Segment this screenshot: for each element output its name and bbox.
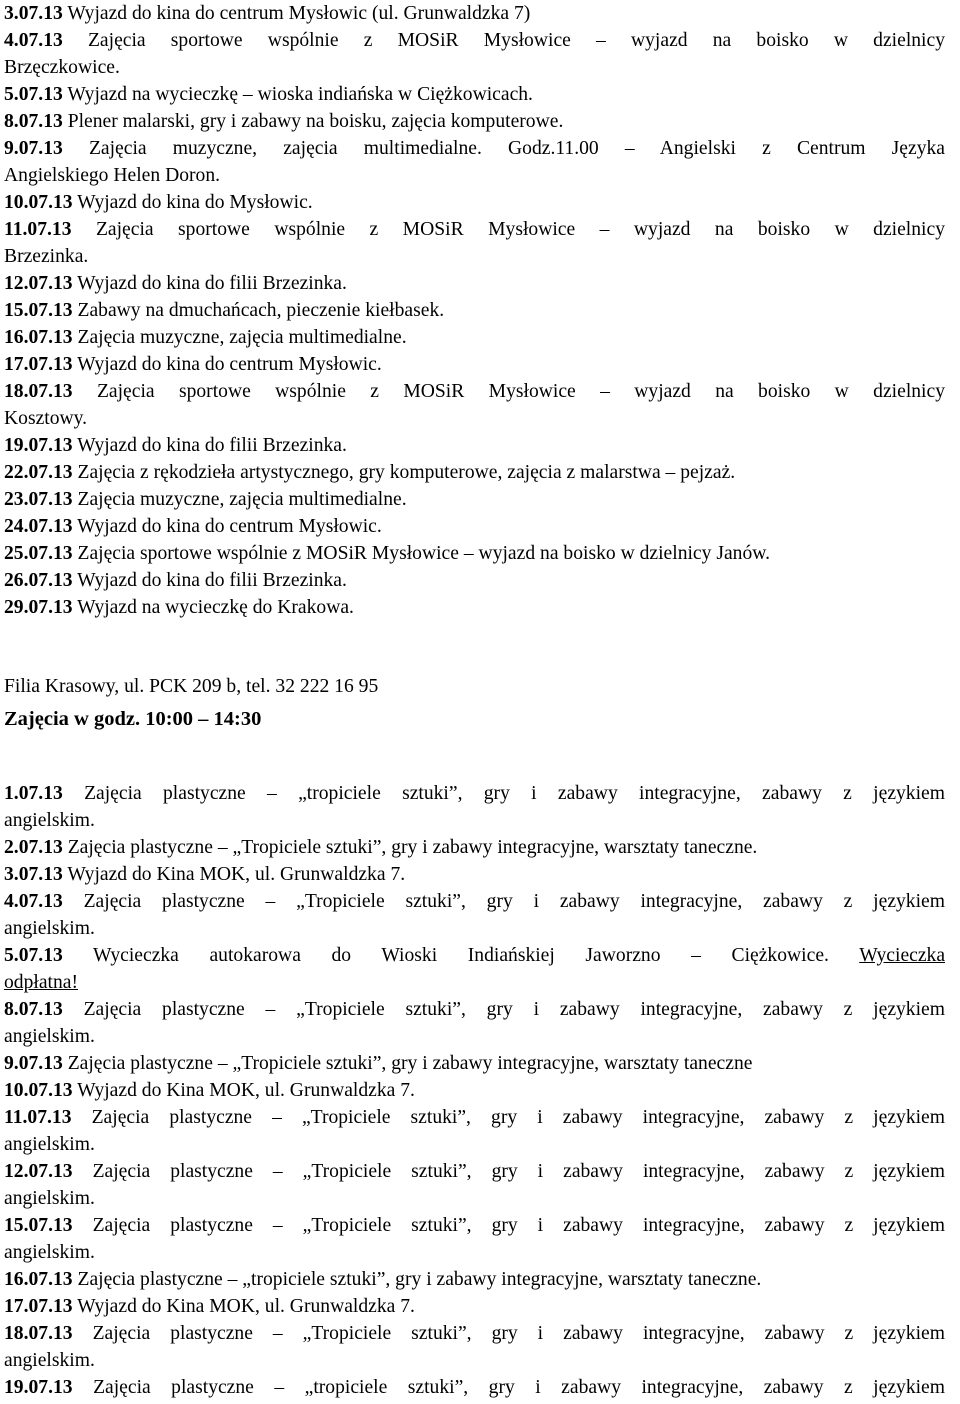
schedule-entry [4, 432, 945, 459]
entry-date: 3.07.13 [4, 864, 63, 885]
entry-text: Wyjazd do kina do centrum Mysłowic (ul. Grunwaldzka 7) [67, 3, 531, 24]
entry-text: Zabawy na dmuchańcach, pieczenie kiełbasek. [77, 300, 445, 321]
entry-text: Zajęcia plastyczne – „Tropiciele sztuki”, gry i zabawy integracyjne, zabawy z językiem [83, 999, 945, 1020]
entry-date: 17.07.13 [4, 1296, 73, 1317]
entry-date: 9.07.13 [4, 138, 63, 159]
entry-text: Wyjazd do kina do centrum Mysłowic. [77, 354, 382, 375]
branch-address: Filia Krasowy, ul. PCK 209 b, tel. 32 222 16 95 [4, 676, 379, 697]
schedule-entry [4, 861, 945, 888]
entry-text: Zajęcia z rękodzieła artystycznego, gry komputerowe, zajęcia z malarstwa – pejzaż. [77, 462, 736, 483]
entry-date: 4.07.13 [4, 891, 63, 912]
entry-text: Zajęcia plastyczne – „Tropiciele sztuki”, gry i zabawy integracyjne, zabawy z językiem [92, 1215, 945, 1236]
entry-text: Wyjazd na wycieczkę do Krakowa. [77, 597, 354, 618]
entry-date: 19.07.13 [4, 435, 73, 456]
schedule-entry [4, 216, 945, 243]
entry-text: Zajęcia plastyczne – „tropiciele sztuki”, gry i zabawy integracyjne, warsztaty taneczne. [77, 1269, 762, 1290]
entry-text: Zajęcia plastyczne – „Tropiciele sztuki”, gry i zabawy integracyjne, warsztaty taneczne [67, 1053, 753, 1074]
entry-text: Wyjazd na wycieczkę – wioska indiańska w Ciężkowicach. [67, 84, 533, 105]
entry-text: Wyjazd do Kina MOK, ul. Grunwaldzka 7. [77, 1080, 415, 1101]
entry-text: Zajęcia plastyczne – „Tropiciele sztuki”, gry i zabawy integracyjne, zabawy z językiem [91, 1107, 945, 1128]
entry-continuation: angielskim. [4, 918, 95, 939]
paid-trip-note: Wycieczka [859, 945, 946, 966]
entry-date: 25.07.13 [4, 543, 73, 564]
schedule-entry [4, 297, 945, 324]
schedule-entry [4, 189, 945, 216]
schedule-entry [4, 459, 945, 486]
schedule-entry [4, 1158, 945, 1185]
schedule-entry [4, 324, 945, 351]
schedule-entry [4, 942, 945, 969]
entry-date: 3.07.13 [4, 3, 63, 24]
entry-date: 26.07.13 [4, 570, 73, 591]
entry-continuation: angielskim. [4, 1242, 95, 1263]
branch-info-section [4, 672, 945, 736]
entry-text: Wyjazd do kina do filii Brzezinka. [77, 273, 347, 294]
entry-date: 5.07.13 [4, 84, 63, 105]
entry-date: 16.07.13 [4, 327, 73, 348]
entry-continuation: angielskim. [4, 1188, 95, 1209]
entry-date: 18.07.13 [4, 1323, 73, 1344]
schedule-entry [4, 888, 945, 915]
entry-continuation: Brzezinka. [4, 246, 89, 267]
entry-date: 4.07.13 [4, 30, 63, 51]
schedule-entry [4, 1266, 945, 1293]
entry-date: 9.07.13 [4, 1053, 63, 1074]
entry-text: Zajęcia plastyczne – „Tropiciele sztuki”, gry i zabawy integracyjne, zabawy z językiem [92, 1323, 945, 1344]
schedule-entry [4, 486, 945, 513]
entry-date: 1.07.13 [4, 783, 63, 804]
schedule-list-lower [4, 780, 945, 1401]
entry-continuation: angielskim. [4, 1134, 95, 1155]
schedule-entry [4, 27, 945, 54]
entry-date: 17.07.13 [4, 354, 73, 375]
schedule-entry [4, 81, 945, 108]
entry-text: Zajęcia plastyczne – „Tropiciele sztuki”, gry i zabawy integracyjne, zabawy z językiem [92, 1161, 945, 1182]
entry-text: Wyjazd do Kina MOK, ul. Grunwaldzka 7. [67, 864, 406, 885]
entry-continuation: angielskim. [4, 810, 95, 831]
entry-text: Zajęcia muzyczne, zajęcia multimedialne. [77, 327, 407, 348]
schedule-entry [4, 108, 945, 135]
schedule-entry [4, 594, 945, 621]
entry-continuation: Angielskiego Helen Doron. [4, 165, 221, 186]
entry-date: 18.07.13 [4, 381, 73, 402]
entry-date: 24.07.13 [4, 516, 73, 537]
schedule-entry [4, 1050, 945, 1077]
entry-date: 8.07.13 [4, 999, 63, 1020]
entry-text: Wycieczka autokarowa do Wioski Indiańskiej Jaworzno – Ciężkowice. [93, 945, 829, 966]
entry-date: 16.07.13 [4, 1269, 73, 1290]
entry-date: 12.07.13 [4, 1161, 73, 1182]
entry-date: 8.07.13 [4, 111, 63, 132]
schedule-entry [4, 0, 945, 27]
entry-text: Wyjazd do kina do filii Brzezinka. [77, 435, 347, 456]
entry-text: Wyjazd do kina do Mysłowic. [77, 192, 313, 213]
entry-date: 10.07.13 [4, 192, 73, 213]
entry-date: 29.07.13 [4, 597, 73, 618]
entry-date: 15.07.13 [4, 300, 73, 321]
schedule-entry [4, 540, 945, 567]
entry-text: Zajęcia muzyczne, zajęcia multimedialne. [77, 489, 407, 510]
schedule-entry [4, 513, 945, 540]
entry-continuation [4, 969, 945, 996]
entry-text: Wyjazd do kina do centrum Mysłowic. [77, 516, 382, 537]
entry-text: Zajęcia sportowe wspólnie z MOSiR Mysłowice – wyjazd na boisko w dzielnicy [95, 219, 945, 240]
schedule-entry [4, 780, 945, 807]
entry-date: 15.07.13 [4, 1215, 73, 1236]
schedule-entry [4, 567, 945, 594]
entry-continuation: Brzęczkowice. [4, 57, 120, 78]
schedule-entry [4, 351, 945, 378]
schedule-entry [4, 1077, 945, 1104]
schedule-entry [4, 270, 945, 297]
schedule-entry [4, 378, 945, 405]
entry-date: 2.07.13 [4, 837, 63, 858]
entry-date: 22.07.13 [4, 462, 73, 483]
entry-date: 23.07.13 [4, 489, 73, 510]
entry-continuation: angielskim. [4, 1026, 95, 1047]
entry-text: Wyjazd do kina do filii Brzezinka. [77, 570, 347, 591]
schedule-entry [4, 1374, 945, 1401]
entry-text: Zajęcia sportowe wspólnie z MOSiR Mysłowice – wyjazd na boisko w dzielnicy Janów. [77, 543, 771, 564]
schedule-entry [4, 135, 945, 162]
entry-text: Plener malarski, gry i zabawy na boisku, zajęcia komputerowe. [67, 111, 564, 132]
schedule-entry [4, 1320, 945, 1347]
entry-continuation: Kosztowy. [4, 408, 88, 429]
entry-date: 10.07.13 [4, 1080, 73, 1101]
branch-hours-heading: Zajęcia w godz. 10:00 – 14:30 [4, 708, 262, 730]
entry-text: Wyjazd do Kina MOK, ul. Grunwaldzka 7. [77, 1296, 415, 1317]
entry-text: Zajęcia sportowe wspólnie z MOSiR Mysłowice – wyjazd na boisko w dzielnicy [96, 381, 945, 402]
schedule-entry [4, 834, 945, 861]
schedule-entry [4, 996, 945, 1023]
entry-text: Zajęcia plastyczne – „tropiciele sztuki”, gry i zabawy integracyjne, zabawy z językiem [84, 783, 945, 804]
entry-continuation: angielskim. [4, 1350, 95, 1371]
entry-date: 11.07.13 [4, 1107, 72, 1128]
entry-date: 11.07.13 [4, 219, 72, 240]
schedule-entry [4, 1293, 945, 1320]
entry-date: 12.07.13 [4, 273, 73, 294]
entry-text: Zajęcia plastyczne – „tropiciele sztuki”, gry i zabawy integracyjne, zabawy z językiem [93, 1377, 945, 1398]
entry-date: 19.07.13 [4, 1377, 73, 1398]
schedule-entry [4, 1104, 945, 1131]
schedule-entry [4, 1212, 945, 1239]
entry-text: Zajęcia plastyczne – „Tropiciele sztuki”, gry i zabawy integracyjne, zabawy z językiem [83, 891, 945, 912]
paid-trip-note-cont: odpłatna! [4, 972, 78, 993]
schedule-list-upper [4, 0, 945, 621]
entry-text: Zajęcia muzyczne, zajęcia multimedialne. Godz.11.00 – Angielski z Centrum Języka [88, 138, 945, 159]
entry-date: 5.07.13 [4, 945, 63, 966]
entry-text: Zajęcia sportowe wspólnie z MOSiR Mysłowice – wyjazd na boisko w dzielnicy [87, 30, 945, 51]
entry-text: Zajęcia plastyczne – „Tropiciele sztuki”, gry i zabawy integracyjne, warsztaty taneczne. [67, 837, 758, 858]
